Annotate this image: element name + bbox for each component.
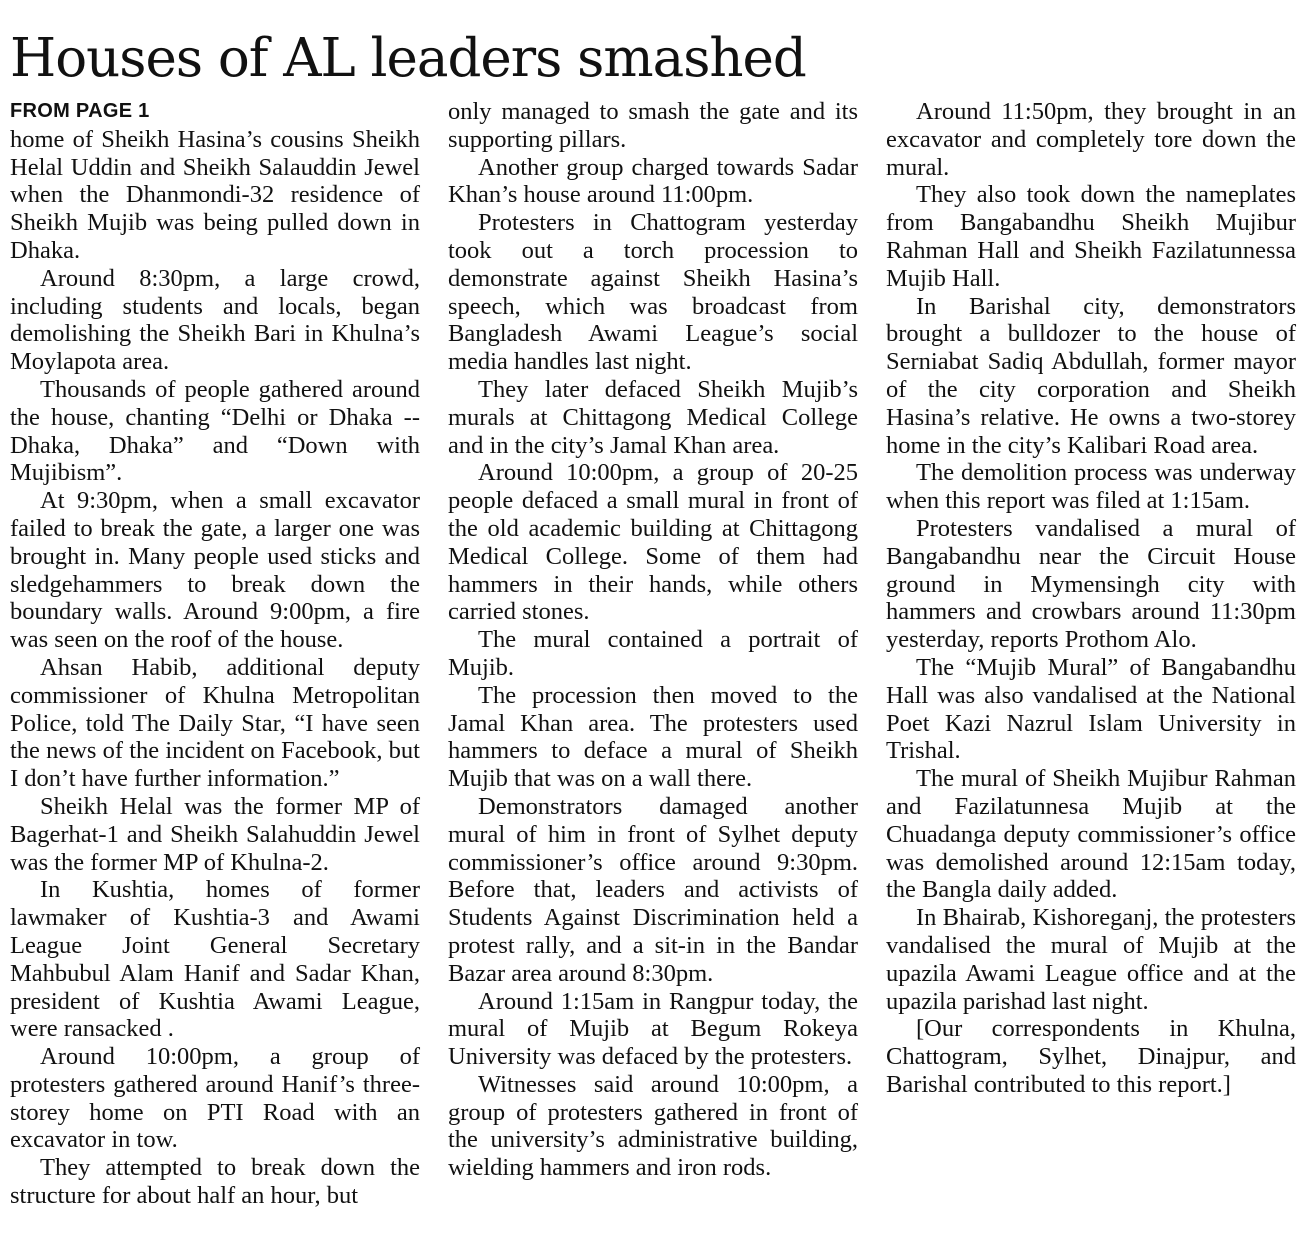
article-column-1 [10, 98, 420, 1210]
paragraph: Ahsan Habib, additional deputy commissioner of Khulna Metropolitan Police, told The Daily Star, “I have seen the news of the incident on Facebook, but I don’t have further information.” [10, 653, 420, 793]
paragraph: only managed to smash the gate and its supporting pillars. [448, 98, 858, 153]
paragraph: Demonstrators damaged another mural of him in front of Sylhet deputy commissioner’s office around 9:30pm. Before that, leaders and activists of Students Against Discrimination held a protest rally, and a sit-in in the Bandar Bazar area around 8:30pm. [448, 792, 858, 987]
headline: Houses of AL leaders smashed [10, 28, 806, 89]
paragraph: Around 11:50pm, they brought in an excavator and completely tore down the mural. [886, 98, 1296, 181]
paragraph: At 9:30pm, when a small excavator failed to break the gate, a larger one was brought in. Many people used sticks and sledgehammers to break down the boundary walls. Around 9:00pm, a fire was seen on the roof of the house. [10, 487, 420, 654]
paragraph: In Bhairab, Kishoreganj, the protesters vandalised the mural of Mujib at the upazila Awami League office and at the upazila parishad last night. [886, 904, 1296, 1015]
paragraph: Protesters vandalised a mural of Bangabandhu near the Circuit House ground in Mymensingh city with hammers and crowbars around 11:30pm yesterday, reports Prothom Alo. [886, 514, 1296, 654]
paragraph: In Kushtia, homes of former lawmaker of Kushtia-3 and Awami League Joint General Secretary Mahbubul Alam Hanif and Sadar Khan, president of Kushtia Awami League, were ransacked . [10, 876, 420, 1043]
paragraph: Around 10:00pm, a group of 20-25 people defaced a small mural in front of the old academic building at Chittagong Medical College. Some of them had hammers in their hands, while others carried stones. [448, 459, 858, 626]
paragraph: They attempted to break down the structure for about half an hour, but [10, 1154, 420, 1210]
paragraph: [Our correspondents in Khulna, Chattogram, Sylhet, Dinajpur, and Barishal contributed to this report.] [886, 1015, 1296, 1098]
paragraph: They later defaced Sheikh Mujib’s murals at Chittagong Medical College and in the city’s Jamal Khan area. [448, 375, 858, 459]
paragraph: The “Mujib Mural” of Bangabandhu Hall was also vandalised at the National Poet Kazi Nazrul Islam University in Trishal. [886, 653, 1296, 765]
paragraph: The mural of Sheikh Mujibur Rahman and Fazilatunnesa Mujib at the Chuadanga deputy commissioner’s office was demolished around 12:15am today, the Bangla daily added. [886, 765, 1296, 904]
article-column-2 [448, 98, 858, 1182]
paragraph: Sheikh Helal was the former MP of Bagerhat-1 and Sheikh Salahuddin Jewel was the former MP of Khulna-2. [10, 792, 420, 876]
paragraph: The mural contained a portrait of Mujib. [448, 626, 858, 681]
paragraph: Around 10:00pm, a group of protesters gathered around Hanif’s three-storey home on PTI Road with an excavator in tow. [10, 1043, 420, 1154]
paragraph: Around 8:30pm, a large crowd, including students and locals, began demolishing the Sheikh Bari in Khulna’s Moylapota area. [10, 264, 420, 376]
paragraph: The demolition process was underway when this report was filed at 1:15am. [886, 459, 1296, 515]
paragraph: In Barishal city, demonstrators brought a bulldozer to the house of Serniabat Sadiq Abdullah, former mayor of the city corporation and Sheikh Hasina’s relative. He owns a two-storey home in the city’s Kalibari Road area. [886, 292, 1296, 459]
paragraph: home of Sheikh Hasina’s cousins Sheikh Helal Uddin and Sheikh Salauddin Jewel when the Dhanmondi-32 residence of Sheikh Mujib was being pulled down in Dhaka. [10, 125, 420, 264]
paragraph: Protesters in Chattogram yesterday took out a torch procession to demonstrate against Sheikh Hasina’s speech, which was broadcast from Bangladesh Awami League’s social media handles last night. [448, 209, 858, 376]
continuation-kicker: FROM PAGE 1 [10, 100, 150, 122]
paragraph: Witnesses said around 10:00pm, a group of protesters gathered in front of the university’s administrative building, wielding hammers and iron rods. [448, 1070, 858, 1182]
paragraph: Around 1:15am in Rangpur today, the mural of Mujib at Begum Rokeya University was defaced by the protesters. [448, 987, 858, 1071]
paragraph: The procession then moved to the Jamal Khan area. The protesters used hammers to deface a mural of Sheikh Mujib that was on a wall there. [448, 681, 858, 793]
paragraph: They also took down the nameplates from Bangabandhu Sheikh Mujibur Rahman Hall and Sheikh Fazilatunnessa Mujib Hall. [886, 181, 1296, 292]
article-column-3 [886, 98, 1296, 1099]
paragraph: Another group charged towards Sadar Khan’s house around 11:00pm. [448, 153, 858, 209]
paragraph: Thousands of people gathered around the house, chanting “Delhi or Dhaka -- Dhaka, Dhaka” and “Down with Mujibism”. [10, 375, 420, 487]
